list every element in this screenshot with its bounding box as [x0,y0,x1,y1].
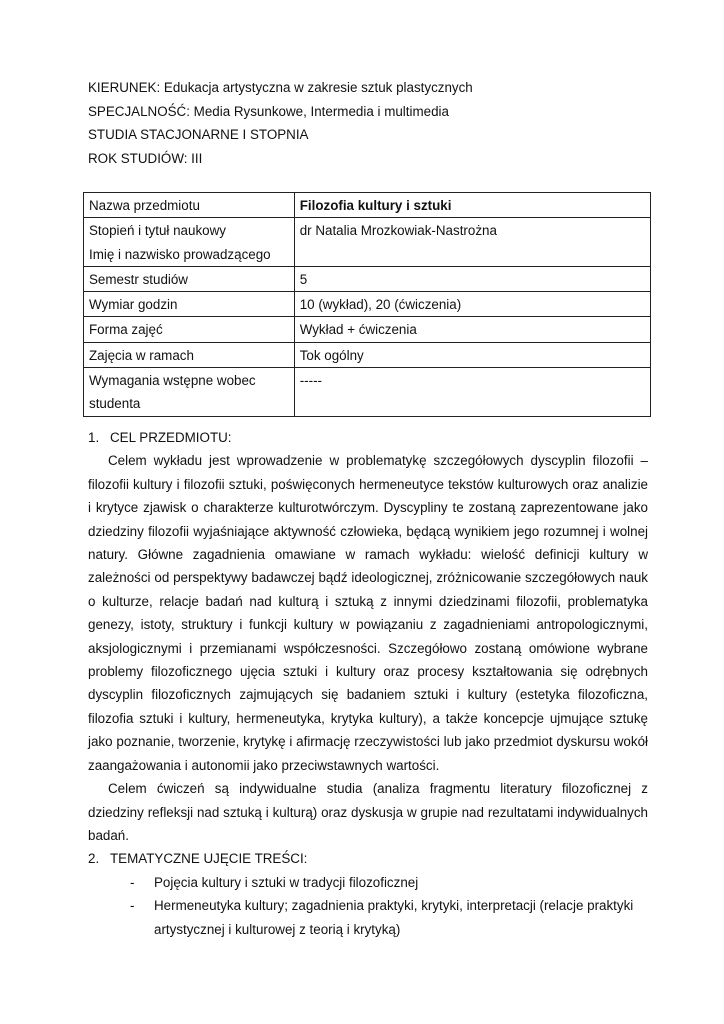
row-label-line: studenta [89,396,141,412]
specjalnosc-line: SPECJALNOŚĆ: Media Rysunkowe, Intermedia i multimedia [88,103,449,119]
prerequisites-value: ----- [294,368,650,417]
list-item [128,894,648,941]
row-label: Zajęcia w ramach [84,342,295,367]
semester-value: 5 [294,266,650,291]
classes-within-value: Tok ogólny [294,342,650,367]
section-heading [88,847,648,870]
row-label: Semestr studiów [84,266,295,291]
list-item [128,871,648,894]
row-label-line: Wymagania wstępne wobec [89,373,256,389]
row-label [84,368,295,417]
paragraph: Celem ćwiczeń są indywidualne studia (analiza fragmentu literatury filozoficznej z dziedziny refleksji nad sztuką i kulturą) oraz dyskusja w grupie nad rezultatami indywidualnych badań. [88,781,648,843]
hours-value: 10 (wykład), 20 (ćwiczenia) [294,292,650,317]
table-row [84,292,651,317]
table-row [84,368,651,417]
section-number: 1. [88,430,100,445]
document-body [88,426,648,941]
row-label: Wymiar godzin [84,292,295,317]
kierunek-line: KIERUNEK: Edukacja artystyczna w zakresie sztuk plastycznych [88,80,473,95]
list-item-text: Hermeneutyka kultury; zagadnienia praktyki, krytyki, interpretacji (relacje praktyki artystycznej i kulturowej z teorią i krytyką) [154,898,634,937]
studia-line: STUDIA STACJONARNE I STOPNIA [88,127,309,142]
row-label-line: Stopień i tytuł naukowy [89,223,226,239]
table-row [84,193,651,218]
rok-studiow-line: ROK STUDIÓW: III [88,150,203,166]
table-row [84,342,651,367]
section-title: TEMATYCZNE UJĘCIE TREŚCI: [110,851,308,867]
section-heading [88,426,648,449]
section-title: CEL PRZEDMIOTU: [110,430,232,445]
list-item-text: Pojęcia kultury i sztuki w tradycji filozoficznej [154,874,419,890]
row-label-line: Imię i nazwisko prowadzącego [89,246,271,262]
paragraph: Celem wykładu jest wprowadzenie w problematykę szczegółowych dyscyplin filozofii – filozofii kultury i filozofii sztuki, poświęconych hermeneutyce tekstów kulturowych oraz analizie i krytyce zjawisk o charakterze kulturotwórczym. Dyscypliny te zostaną zaprezentowane jako dziedziny filozofii wyjaśniające aktywność człowieka, będącą wynikiem jego rozumnej i wolnej natury. Główne zagadnienia omawiane w ramach wykładu: wielość definicji kultury w zależności od perspektywy badawczej bądź ideologicznej, zróżnicowanie szczegółowych nauk o kulturze, relacje badań nad kulturą i sztuką z innymi dziedzinami filozofii, problematyka genezy, istoty, struktury i funkcji kultury w powiązaniu z zagadnieniami antropologicznymi, aksjologicznymi i przemianami współczesności. Szczegółowo zostaną omówione wybrane problemy filozoficznego ujęcia sztuki i kultury oraz procesy kształtowania się odrębnych dyscyplin filozoficznych zajmujących się badaniem sztuki i kultury (estetyka filozoficzna, filozofia sztuki i kultury, hermeneutyka, krytyka kultury), a także koncepcje ujmujące sztukę jako poznanie, tworzenie, krytykę i afirmację rzeczywistości lub jako przedmiot dyskursu wokół zaangażowania i autonomii jako przeciwstawnych wartości. [88,453,648,773]
class-form-value: Wykład + ćwiczenia [294,317,650,342]
course-info-table [83,192,651,417]
row-label: Forma zajęć [84,317,295,342]
document-header [88,76,473,170]
dash-bullet: - [130,898,135,914]
row-label [84,218,295,267]
table-row [84,218,651,267]
table-row [84,317,651,342]
topics-list [88,871,648,941]
row-label: Nazwa przedmiotu [84,193,295,218]
dash-bullet: - [130,874,135,890]
lecturer-value: dr Natalia Mrozkowiak-Nastrożna [294,218,650,267]
course-name-value: Filozofia kultury i sztuki [294,193,650,218]
table-row [84,266,651,291]
section-number: 2. [88,851,100,867]
